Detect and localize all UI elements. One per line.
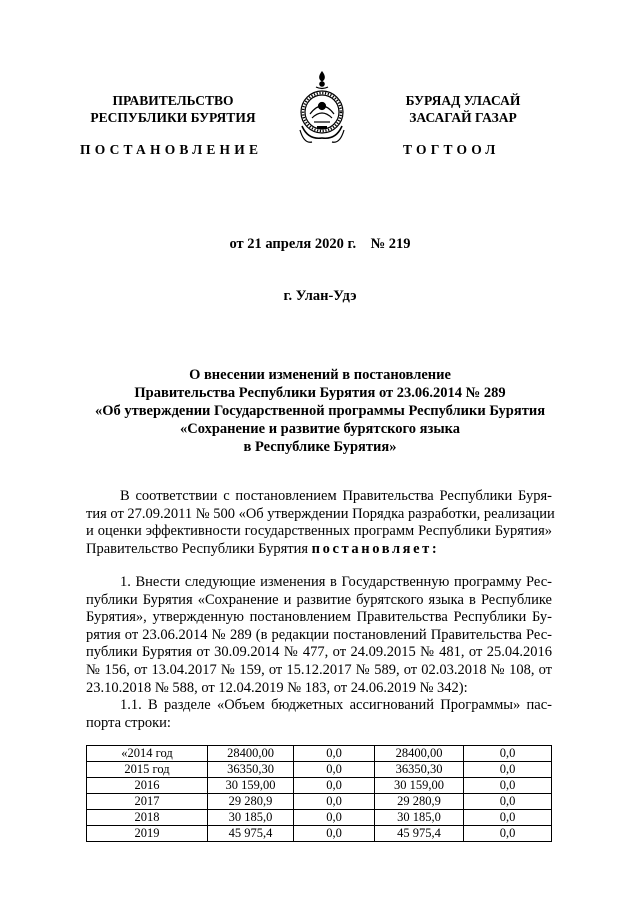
table-cell: 36350,30 xyxy=(208,762,294,778)
table-cell: 0,0 xyxy=(464,810,552,826)
table-row xyxy=(87,778,552,794)
title-line: «Об утверждении Государственной программы Республики Бурятия xyxy=(94,403,546,419)
text-line: порта строки: xyxy=(86,714,171,731)
text-line: 23.10.2018 № 588, от 12.04.2019 № 183, от 24.06.2019 № 342): xyxy=(86,679,468,696)
date-line: от 21 апреля 2020 г. № 219 xyxy=(229,236,411,252)
doc-type-right: ТОГТООЛ xyxy=(403,142,500,157)
table-cell-year: 2019 xyxy=(87,826,208,842)
item-1-1-paragraph xyxy=(86,697,552,732)
text-line: В соответствии с постановлением Правительства Республики Буря- xyxy=(120,488,552,504)
header-right xyxy=(378,92,548,126)
table-row xyxy=(87,746,552,762)
preamble-subject: Правительство Республики Бурятия xyxy=(86,540,312,557)
table-cell: 0,0 xyxy=(464,762,552,778)
table-cell: 45 975,4 xyxy=(208,826,294,842)
table-cell: 0,0 xyxy=(294,762,375,778)
text-line: и оценки эффективности государственных программ Республики Бурятия» xyxy=(86,523,552,540)
text-line: 1.1. В разделе «Объем бюджетных ассигнований Программы» пас- xyxy=(120,697,552,713)
document-title xyxy=(40,366,600,456)
table-cell: 0,0 xyxy=(464,794,552,810)
table-cell: 0,0 xyxy=(464,746,552,762)
title-line: Правительства Республики Бурятия от 23.06.2014 № 289 xyxy=(134,385,506,401)
header-right-line2: ЗАСАГАЙ ГАЗАР xyxy=(409,110,517,125)
table-cell: 30 159,00 xyxy=(375,778,464,794)
text-line: 1. Внести следующие изменения в Государственную программу Рес- xyxy=(120,574,552,590)
table-cell: 0,0 xyxy=(294,746,375,762)
emblem-icon xyxy=(294,68,350,148)
title-line: О внесении изменений в постановление xyxy=(189,367,451,383)
table-cell-year: 2017 xyxy=(87,794,208,810)
doc-type-left: ПОСТАНОВЛЕНИЕ xyxy=(80,142,263,157)
table-cell: 28400,00 xyxy=(208,746,294,762)
table-cell: 0,0 xyxy=(294,778,375,794)
city: г. Улан-Удэ xyxy=(283,288,357,304)
header-left-line2: РЕСПУБЛИКИ БУРЯТИЯ xyxy=(90,110,256,125)
title-line: «Сохранение и развитие бурятского языка xyxy=(179,421,461,437)
table-cell: 0,0 xyxy=(464,778,552,794)
table-cell: 45 975,4 xyxy=(375,826,464,842)
header-left-line1: ПРАВИТЕЛЬСТВО xyxy=(112,93,234,108)
table-row xyxy=(87,762,552,778)
table-cell: 0,0 xyxy=(294,810,375,826)
text-line xyxy=(86,541,552,559)
table-cell: 0,0 xyxy=(294,826,375,842)
table-row xyxy=(87,810,552,826)
table-row xyxy=(87,794,552,810)
header-right-line1: БУРЯАД УЛАСАЙ xyxy=(405,93,521,108)
table-cell: 28400,00 xyxy=(375,746,464,762)
title-line: в Республике Бурятия» xyxy=(243,439,397,455)
budget-table xyxy=(86,745,552,842)
table-row xyxy=(87,826,552,842)
header-left xyxy=(78,92,268,126)
preamble-verb: постановляет: xyxy=(311,540,440,557)
table-cell: 30 159,00 xyxy=(208,778,294,794)
table-cell: 29 280,9 xyxy=(208,794,294,810)
table-cell: 0,0 xyxy=(464,826,552,842)
preamble-paragraph xyxy=(86,488,555,558)
table-cell: 29 280,9 xyxy=(375,794,464,810)
item-1-paragraph xyxy=(86,574,552,697)
coat-of-arms-emblem xyxy=(294,68,350,148)
text-line: Бурятия», утвержденную постановлением Правительства Республики Бу- xyxy=(86,609,552,626)
table-cell: 0,0 xyxy=(294,794,375,810)
text-line: тия от 27.09.2011 № 500 «Об утверждении Порядка разработки, реализации xyxy=(86,505,555,522)
table-cell: 30 185,0 xyxy=(208,810,294,826)
table-cell-year: 2015 год xyxy=(87,762,208,778)
table-cell-year: 2018 xyxy=(87,810,208,826)
table-cell: 30 185,0 xyxy=(375,810,464,826)
text-line: № 156, от 13.04.2017 № 159, от 15.12.2017 № 589, от 02.03.2018 № 108, от xyxy=(86,661,552,678)
text-line: публики Бурятия «Сохранение и развитие бурятского языка в Республике xyxy=(86,591,552,608)
text-line: публики Бурятия от 30.09.2014 № 477, от 24.09.2015 № 481, от 25.04.2016 xyxy=(86,644,552,661)
table-cell: 36350,30 xyxy=(375,762,464,778)
table-cell-year: «2014 год xyxy=(87,746,208,762)
text-line: рятия от 23.06.2014 № 289 (в редакции постановлений Правительства Рес- xyxy=(86,626,552,643)
table-cell-year: 2016 xyxy=(87,778,208,794)
